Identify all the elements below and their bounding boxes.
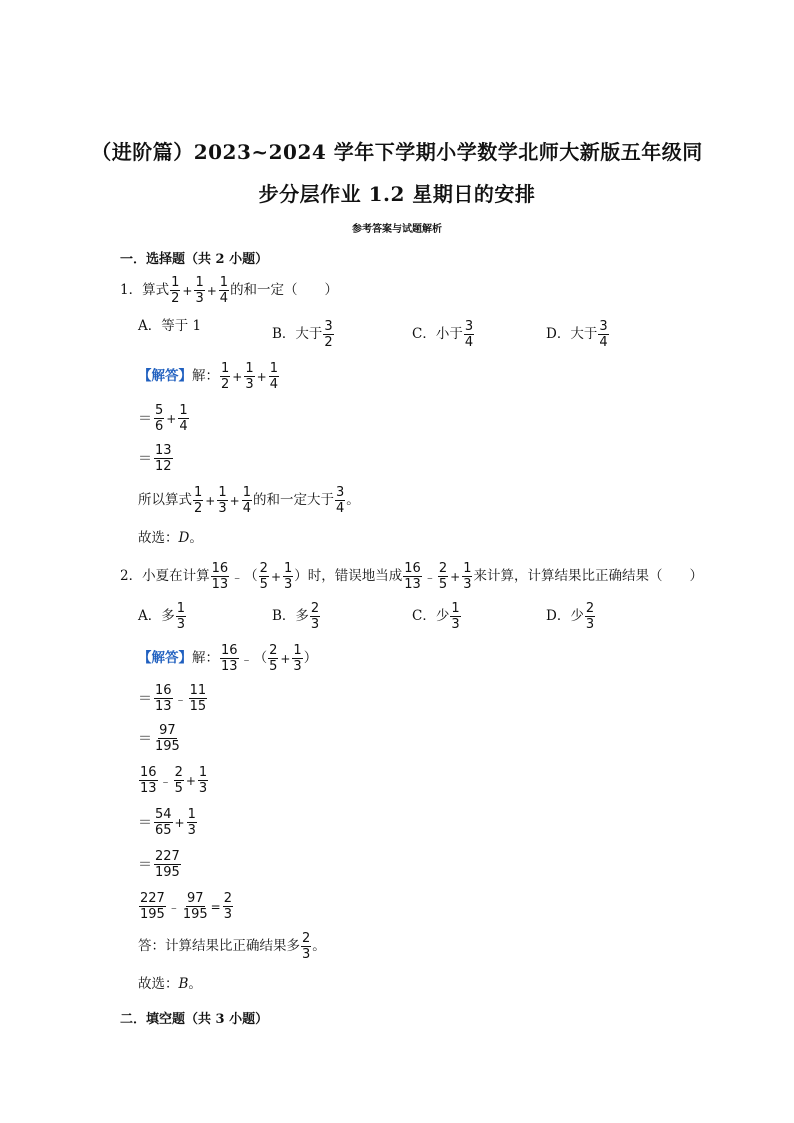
math-symbol: D — [178, 530, 190, 546]
numerator: 1 — [245, 361, 254, 376]
denominator: 5 — [269, 659, 278, 674]
plus-sign: + — [206, 283, 217, 298]
numerator: 16 — [211, 561, 229, 576]
answer-2-step-2 — [138, 724, 182, 753]
answer-1-step-2 — [138, 444, 174, 473]
denominator: 13 — [140, 781, 157, 796]
math-symbol: 故选： — [138, 976, 179, 992]
numerator: 97 — [186, 891, 204, 906]
fraction — [220, 644, 239, 673]
answer-2-step-6 — [138, 892, 234, 921]
math-symbol: + — [229, 493, 240, 508]
math-symbol: ﹣ — [231, 569, 244, 584]
denominator: 195 — [182, 907, 208, 922]
option-a[interactable] — [138, 320, 201, 334]
math-symbol: + — [280, 651, 291, 666]
denominator: 3 — [245, 377, 254, 392]
numerator: 54 — [155, 807, 172, 822]
stem-text: 的和一定（ ） — [230, 281, 339, 298]
denominator: 2 — [171, 291, 180, 306]
fraction — [139, 766, 158, 795]
math-symbol: + — [270, 569, 281, 584]
fraction — [438, 562, 448, 591]
answer-2-header — [138, 644, 317, 673]
denominator: 5 — [438, 577, 448, 592]
document-title-line-1: （进阶篇）2023~2024 学年下学期小学数学北师大新版五年级同 — [91, 140, 703, 164]
option-b[interactable] — [272, 320, 335, 349]
numerator: 2 — [302, 931, 311, 946]
denominator: 4 — [179, 419, 188, 434]
denominator: 3 — [284, 577, 293, 592]
option-c[interactable] — [412, 320, 475, 349]
fraction — [462, 562, 472, 591]
numerator: 1 — [195, 275, 204, 290]
numerator: 2 — [174, 765, 183, 780]
denominator: 4 — [219, 291, 229, 306]
denominator: 3 — [223, 907, 233, 922]
question-number: 2． — [120, 567, 143, 584]
option-label: A．等于 1 — [138, 318, 202, 334]
math-symbol: ﹣ — [174, 691, 187, 706]
fraction — [154, 850, 181, 879]
option-d[interactable] — [546, 320, 610, 349]
denominator: 6 — [155, 419, 164, 434]
numerator: 5 — [155, 403, 164, 418]
option-label: B．多 — [272, 607, 309, 624]
math-symbol: 。 — [312, 937, 326, 954]
math-symbol: + — [256, 369, 267, 384]
numerator: 1 — [451, 601, 460, 616]
math-symbol: ﹣ — [159, 773, 172, 788]
option-d[interactable] — [546, 602, 596, 631]
denominator: 3 — [198, 781, 208, 796]
numerator: 1 — [242, 485, 251, 500]
denominator: 4 — [335, 501, 345, 516]
fraction — [283, 562, 293, 591]
option-b[interactable] — [272, 602, 321, 631]
fraction — [403, 562, 422, 591]
option-label: C．少 — [412, 607, 450, 624]
math-symbol: = — [210, 899, 221, 914]
numerator: 13 — [155, 443, 172, 458]
math-symbol: ＝ — [138, 814, 152, 831]
denominator: 3 — [195, 291, 204, 306]
numerator: 16 — [221, 643, 238, 658]
fraction — [154, 724, 181, 753]
fraction — [154, 404, 164, 433]
numerator: 1 — [219, 275, 229, 290]
fraction — [323, 320, 333, 349]
denominator: 195 — [155, 865, 180, 880]
math-symbol: + — [232, 369, 243, 384]
denominator: 195 — [155, 739, 180, 754]
numerator: 1 — [179, 403, 188, 418]
numerator: 1 — [221, 361, 230, 376]
denominator: 5 — [174, 781, 183, 796]
numerator: 2 — [223, 891, 233, 906]
denominator: 195 — [140, 907, 165, 922]
denominator: 4 — [242, 501, 251, 516]
numerator: 3 — [335, 485, 345, 500]
answer-2-step-5 — [138, 850, 182, 879]
fraction — [450, 602, 460, 631]
fraction — [585, 602, 595, 631]
answer-2-step-4 — [138, 808, 198, 837]
answer-lead: 解： — [192, 367, 219, 384]
fraction — [182, 892, 209, 921]
fraction — [170, 276, 180, 305]
fraction — [139, 892, 166, 921]
answer-1-step-1 — [138, 404, 190, 433]
fraction — [211, 562, 230, 591]
math-symbol: ＝ — [138, 450, 152, 467]
math-symbol: ＝ — [138, 856, 152, 873]
math-symbol: ﹣ — [167, 899, 180, 914]
fraction — [244, 362, 254, 391]
numerator: 3 — [464, 319, 474, 334]
plus-sign: + — [182, 283, 193, 298]
numerator: 3 — [324, 319, 333, 334]
math-symbol: + — [185, 773, 196, 788]
fraction — [187, 808, 197, 837]
denominator: 3 — [585, 617, 595, 632]
fraction — [464, 320, 474, 349]
document-title-line-2: 步分层作业 1.2 星期日的安排 — [258, 182, 536, 206]
option-c[interactable] — [412, 602, 462, 631]
fraction — [176, 602, 186, 631]
denominator: 5 — [259, 577, 268, 592]
question-1-stem — [120, 276, 338, 305]
fraction — [189, 684, 208, 713]
denominator: 13 — [155, 699, 172, 714]
denominator: 3 — [302, 947, 311, 962]
numerator: 16 — [155, 683, 172, 698]
denominator: 13 — [221, 659, 238, 674]
answer-tag: 【解答】 — [138, 649, 192, 666]
math-symbol: 时，错误地当成 — [307, 567, 403, 584]
fraction — [292, 644, 302, 673]
math-symbol: （ — [253, 649, 268, 666]
option-label: D．少 — [546, 607, 584, 624]
fraction — [174, 766, 184, 795]
fraction — [154, 444, 173, 473]
fraction — [194, 276, 204, 305]
fraction — [154, 808, 173, 837]
denominator: 3 — [310, 617, 320, 632]
fraction — [193, 486, 203, 515]
numerator: 1 — [194, 485, 203, 500]
math-symbol: 来计算，计算结果比正确结果（ ） — [473, 567, 703, 584]
denominator: 12 — [155, 459, 172, 474]
math-symbol: + — [166, 411, 177, 426]
answer-1-conclusion — [138, 486, 360, 515]
fraction — [223, 892, 233, 921]
math-symbol: ﹣ — [423, 569, 436, 584]
numerator: 1 — [187, 807, 196, 822]
denominator: 2 — [194, 501, 203, 516]
math-symbol: + — [205, 493, 216, 508]
answer-1-header — [138, 362, 280, 391]
fraction — [198, 766, 208, 795]
numerator: 2 — [269, 643, 278, 658]
question-number: 1． — [120, 281, 143, 298]
numerator: 2 — [585, 601, 595, 616]
fraction — [301, 932, 311, 961]
fraction — [242, 486, 252, 515]
math-symbol: ﹣ — [240, 651, 253, 666]
option-label: D．大于 — [546, 325, 598, 342]
document-subtitle: 参考答案与试题解析 — [352, 224, 442, 235]
question-2-stem — [120, 562, 703, 591]
option-a[interactable] — [138, 602, 187, 631]
answer-1-choice — [138, 532, 203, 546]
numerator: 1 — [218, 485, 227, 500]
math-symbol: ＝ — [138, 730, 152, 747]
math-symbol: 的和一定大于 — [252, 491, 334, 508]
numerator: 2 — [259, 561, 268, 576]
denominator: 13 — [211, 577, 229, 592]
denominator: 65 — [155, 823, 172, 838]
option-label: C．小于 — [412, 325, 463, 342]
math-symbol: ＝ — [138, 410, 152, 427]
numerator: 1 — [198, 765, 208, 780]
fraction — [178, 404, 188, 433]
answer-2-reply — [138, 932, 326, 961]
numerator: 16 — [404, 561, 421, 576]
numerator: 11 — [189, 683, 207, 698]
numerator: 1 — [463, 561, 472, 576]
math-symbol: 答：计算结果比正确结果多 — [138, 937, 300, 954]
fraction — [217, 486, 227, 515]
denominator: 4 — [464, 335, 474, 350]
fraction — [259, 562, 269, 591]
denominator: 15 — [189, 699, 207, 714]
numerator: 3 — [599, 319, 608, 334]
denominator: 4 — [599, 335, 608, 350]
option-label: A．多 — [138, 607, 175, 624]
math-symbol: 小夏在计算 — [142, 567, 210, 584]
math-symbol: 。 — [346, 491, 360, 508]
math-symbol: ＝ — [138, 690, 152, 707]
fraction — [220, 362, 230, 391]
stem-text: 算式 — [142, 281, 170, 298]
option-label: B．大于 — [272, 325, 323, 342]
numerator: 1 — [284, 561, 293, 576]
numerator: 2 — [438, 561, 448, 576]
math-symbol: + — [450, 569, 461, 584]
denominator: 4 — [269, 377, 278, 392]
section-heading-fill: 二．填空题（共 3 小题） — [120, 1012, 269, 1027]
numerator: 1 — [269, 361, 278, 376]
math-symbol: 。 — [188, 976, 202, 992]
math-symbol: 故选： — [138, 530, 179, 546]
fraction — [335, 486, 345, 515]
denominator: 3 — [451, 617, 460, 632]
denominator: 2 — [221, 377, 230, 392]
denominator: 3 — [176, 617, 186, 632]
math-symbol: ） — [303, 649, 318, 666]
section-heading-choice: 一．选择题（共 2 小题） — [120, 252, 269, 267]
math-symbol: 解： — [192, 649, 219, 666]
math-symbol: ） — [294, 567, 308, 584]
fraction — [219, 276, 229, 305]
numerator: 1 — [176, 601, 186, 616]
numerator: 1 — [171, 275, 180, 290]
answer-2-step-3 — [138, 766, 209, 795]
denominator: 3 — [293, 659, 302, 674]
answer-2-step-1 — [138, 684, 208, 713]
math-symbol: 所以算式 — [138, 491, 192, 508]
numerator: 97 — [159, 723, 176, 738]
fraction — [154, 684, 173, 713]
denominator: 3 — [218, 501, 227, 516]
math-symbol: （ — [244, 567, 258, 584]
fraction — [310, 602, 320, 631]
math-symbol: + — [174, 815, 185, 830]
denominator: 13 — [404, 577, 421, 592]
fraction — [598, 320, 608, 349]
answer-2-choice — [138, 978, 202, 992]
numerator: 1 — [293, 643, 302, 658]
numerator: 227 — [155, 849, 180, 864]
math-symbol: 。 — [189, 530, 203, 546]
numerator: 16 — [140, 765, 157, 780]
numerator: 227 — [140, 891, 165, 906]
numerator: 2 — [310, 601, 320, 616]
answer-tag: 【解答】 — [138, 367, 192, 384]
denominator: 3 — [463, 577, 472, 592]
math-symbol: B — [178, 976, 189, 992]
fraction — [268, 644, 278, 673]
denominator: 3 — [187, 823, 196, 838]
denominator: 2 — [324, 335, 333, 350]
fraction — [269, 362, 279, 391]
